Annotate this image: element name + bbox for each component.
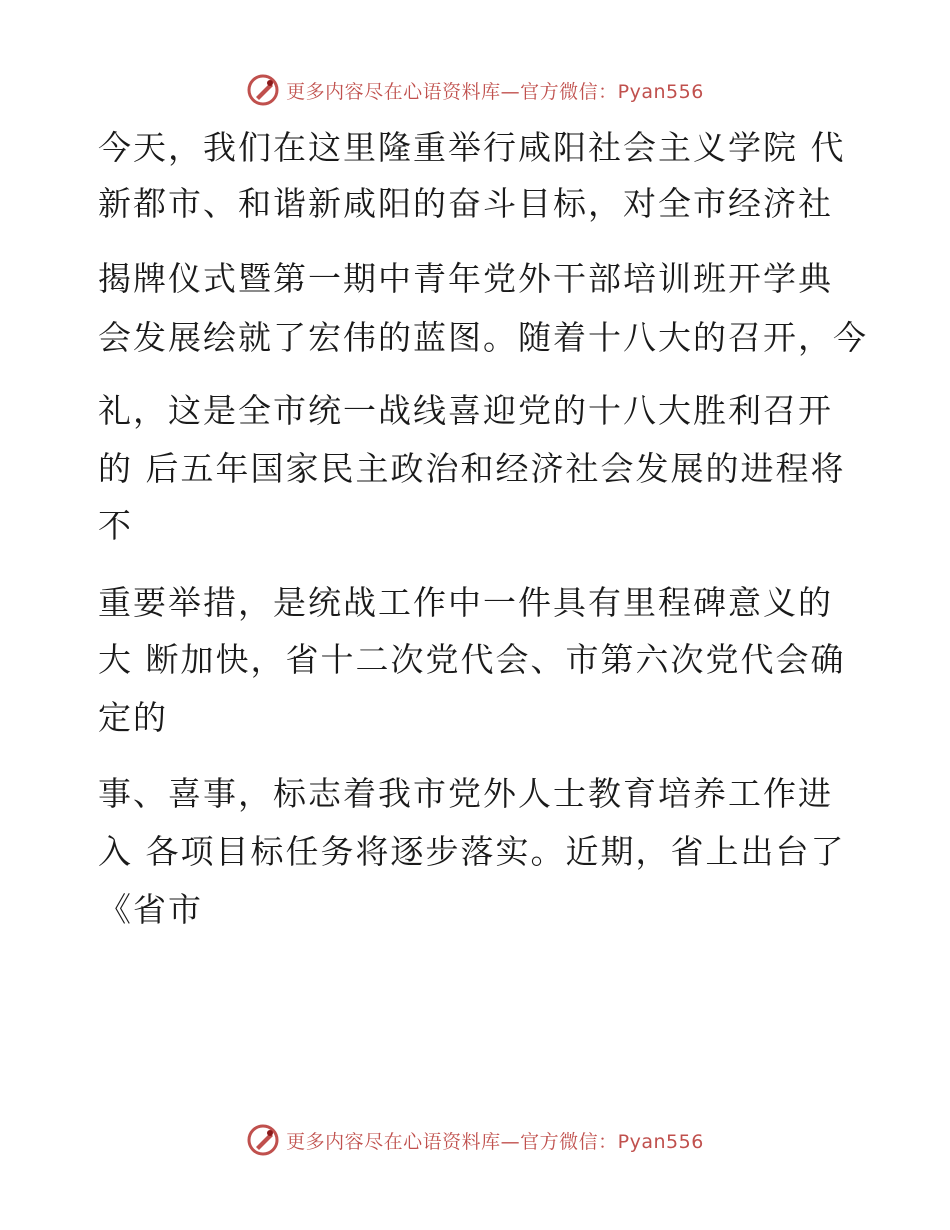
text-line: 的 后五年国家民主政治和经济社会发展的进程将 <box>98 449 846 488</box>
text-line: 会发展绘就了宏伟的蓝图。随着十八大的召开，今 <box>98 318 868 357</box>
text-line: 大 断加快，省十二次党代会、市第六次党代会确 <box>98 640 846 679</box>
header-watermark-text: 更多内容尽在心语资料库—官方微信：Pyan556 <box>286 80 704 103</box>
text-line: 入 各项目标任务将逐步落实。近期，省上出台了 <box>98 832 846 871</box>
text-line: 今天，我们在这里隆重举行咸阳社会主义学院 代 <box>98 128 846 167</box>
logo-icon <box>246 1123 280 1157</box>
text-line: 新都市、和谐新咸阳的奋斗目标，对全市经济社 <box>98 184 833 223</box>
text-line: 《省市 <box>98 890 203 929</box>
text-line: 重要举措，是统战工作中一件具有里程碑意义的 <box>98 583 833 622</box>
header-watermark-banner <box>0 70 950 110</box>
footer-watermark-text: 更多内容尽在心语资料库—官方微信：Pyan556 <box>286 1130 704 1153</box>
footer-watermark-banner <box>0 1120 950 1160</box>
text-line: 事、喜事，标志着我市党外人士教育培养工作进 <box>98 774 833 813</box>
text-line: 定的 <box>98 698 168 737</box>
text-line: 揭牌仪式暨第一期中青年党外干部培训班开学典 <box>98 259 833 298</box>
text-line: 不 <box>98 506 133 545</box>
logo-icon <box>246 73 280 107</box>
text-line: 礼，这是全市统一战线喜迎党的十八大胜利召开 <box>98 391 833 430</box>
